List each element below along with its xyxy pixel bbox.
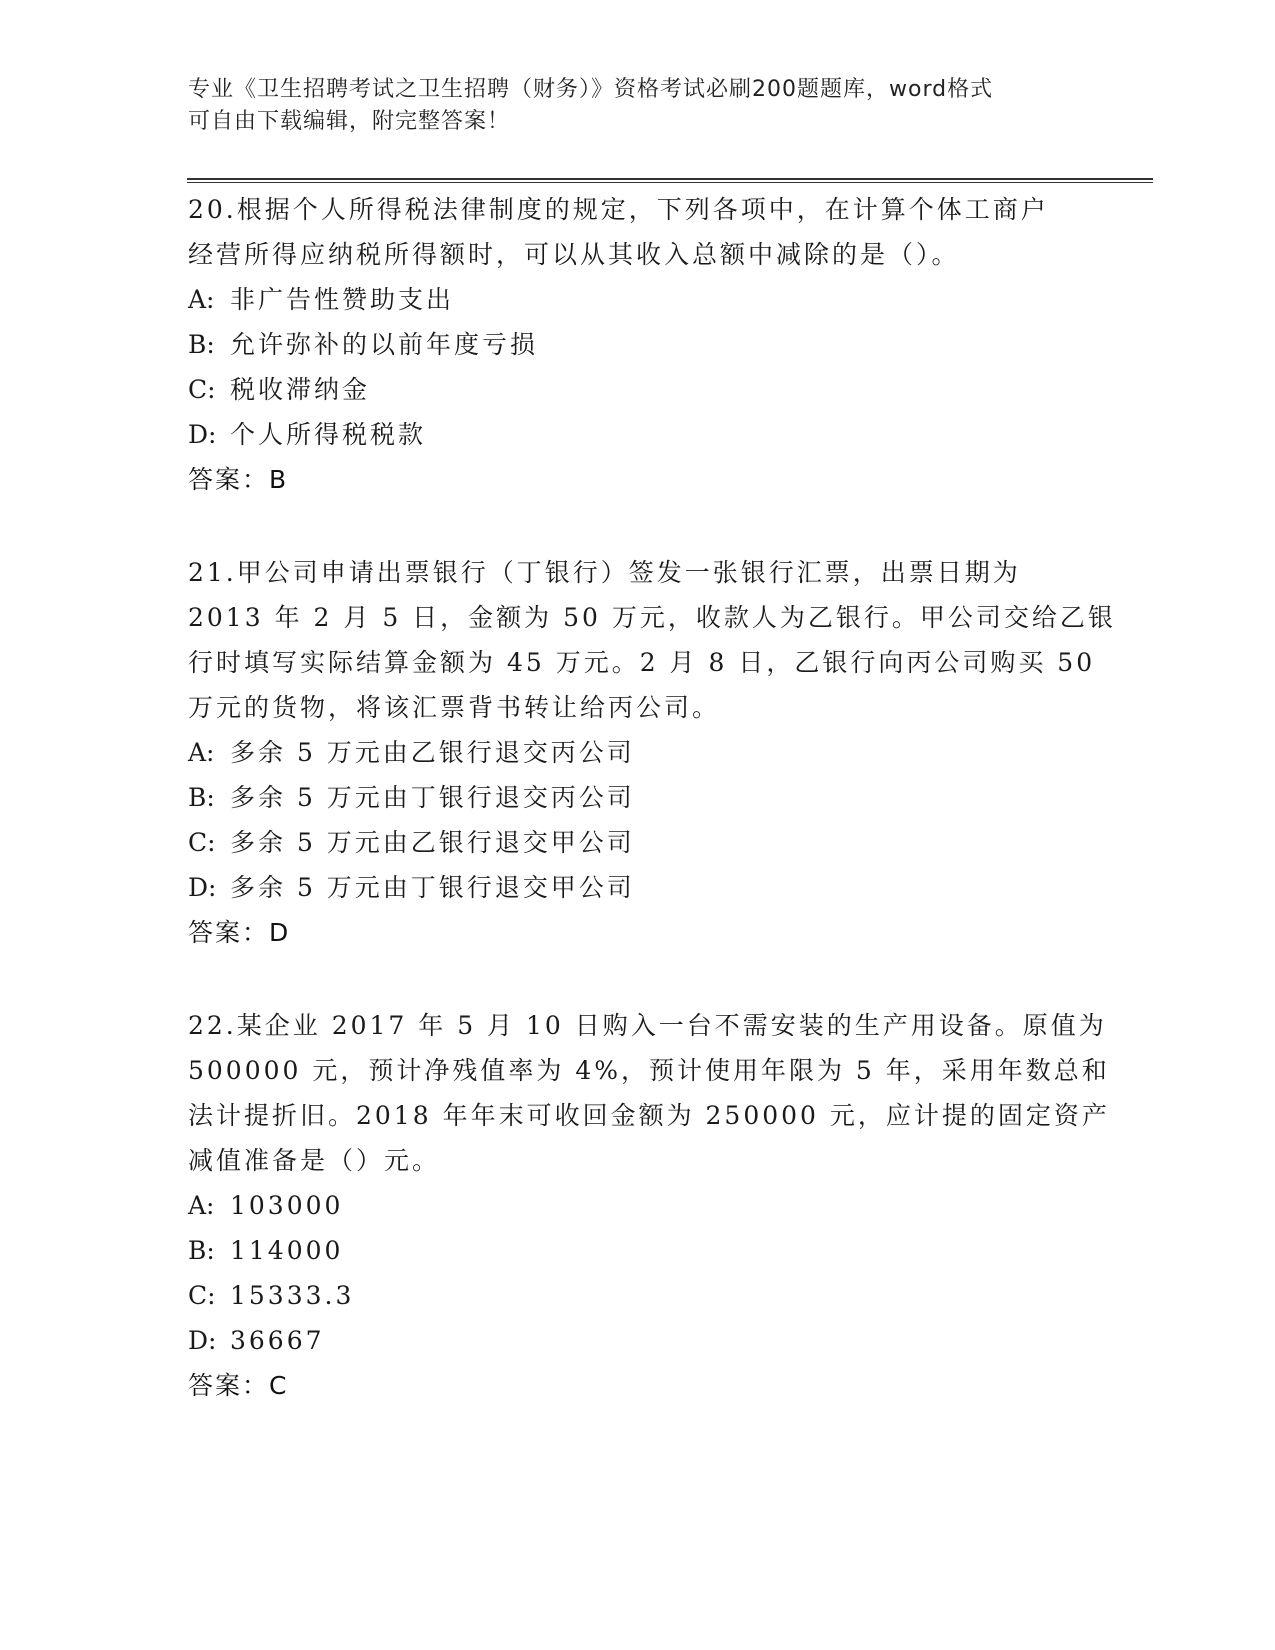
option-d	[188, 412, 1088, 457]
question-22	[188, 1003, 1110, 1408]
option-c	[188, 367, 1088, 412]
question-stem-line: 500000 元，预计净残值率为 4%，预计使用年限为 5 年，采用年数总和	[188, 1056, 1110, 1085]
option-a	[188, 1183, 1088, 1228]
option-text: 36667	[230, 1326, 325, 1355]
option-letter: A:	[188, 738, 215, 767]
option-text: 114000	[230, 1236, 344, 1265]
option-a	[188, 277, 1088, 322]
option-text: 103000	[230, 1191, 344, 1220]
option-letter: C:	[188, 828, 216, 857]
question-stem-line: 减值准备是（）元。	[188, 1146, 441, 1175]
question-stem-line: 法计提折旧。2018 年年末可收回金额为 250000 元，应计提的固定资产	[188, 1101, 1110, 1130]
question-stem-line: 2013 年 2 月 5 日，金额为 50 万元，收款人为乙银行。甲公司交给乙银	[188, 603, 1116, 632]
question-stem-line: 行时填写实际结算金额为 45 万元。2 月 8 日，乙银行向丙公司购买 50	[188, 648, 1096, 677]
option-text: 税收滞纳金	[230, 375, 371, 404]
option-c	[188, 1273, 1088, 1318]
question-stem-line: 万元的货物，将该汇票背书转让给丙公司。	[188, 693, 721, 722]
option-letter: B:	[188, 783, 215, 812]
option-letter: C:	[188, 1281, 216, 1310]
option-letter: D:	[188, 1326, 217, 1355]
option-letter: A:	[188, 1191, 215, 1220]
question-stem-line: 21.甲公司申请出票银行（丁银行）签发一张银行汇票，出票日期为	[188, 558, 1021, 587]
option-letter: D:	[188, 420, 217, 449]
option-text: 个人所得税税款	[230, 420, 427, 449]
option-b	[188, 775, 1088, 820]
option-text: 多余 5 万元由丁银行退交丙公司	[230, 783, 635, 812]
header-line-1: 专业《卫生招聘考试之卫生招聘（财务）》资格考试必刷200题题库，word格式	[188, 77, 994, 102]
question-stem-line: 经营所得应纳税所得额时，可以从其收入总额中减除的是（）。	[188, 240, 960, 269]
option-text: 非广告性赞助支出	[230, 285, 455, 314]
option-text: 多余 5 万元由丁银行退交甲公司	[230, 873, 635, 902]
answer-line: 答案：C	[188, 1371, 289, 1400]
option-text: 15333.3	[230, 1281, 355, 1310]
question-stem-line: 20.根据个人所得税法律制度的规定，下列各项中，在计算个体工商户	[188, 195, 1049, 224]
option-letter: B:	[188, 330, 215, 359]
header-line-2: 可自由下载编辑，附完整答案！	[188, 109, 511, 134]
option-d	[188, 1318, 1088, 1363]
option-text: 多余 5 万元由乙银行退交甲公司	[230, 828, 635, 857]
option-letter: A:	[188, 285, 215, 314]
option-letter: C:	[188, 375, 216, 404]
option-text: 允许弥补的以前年度亏损	[230, 330, 539, 359]
option-text: 多余 5 万元由乙银行退交丙公司	[230, 738, 635, 767]
question-stem-line: 22.某企业 2017 年 5 月 10 日购入一台不需安装的生产用设备。原值为	[188, 1011, 1107, 1040]
answer-line: 答案：D	[188, 918, 291, 947]
option-b	[188, 1228, 1088, 1273]
option-d	[188, 865, 1088, 910]
header-divider-thin	[187, 182, 1153, 183]
question-21	[188, 550, 1116, 955]
header-divider-thick	[187, 178, 1153, 180]
document-header	[188, 74, 1068, 138]
option-c	[188, 820, 1088, 865]
option-b	[188, 322, 1088, 367]
option-letter: D:	[188, 873, 217, 902]
question-20	[188, 187, 1088, 502]
answer-line: 答案：B	[188, 465, 289, 494]
option-a	[188, 730, 1088, 775]
option-letter: B:	[188, 1236, 215, 1265]
